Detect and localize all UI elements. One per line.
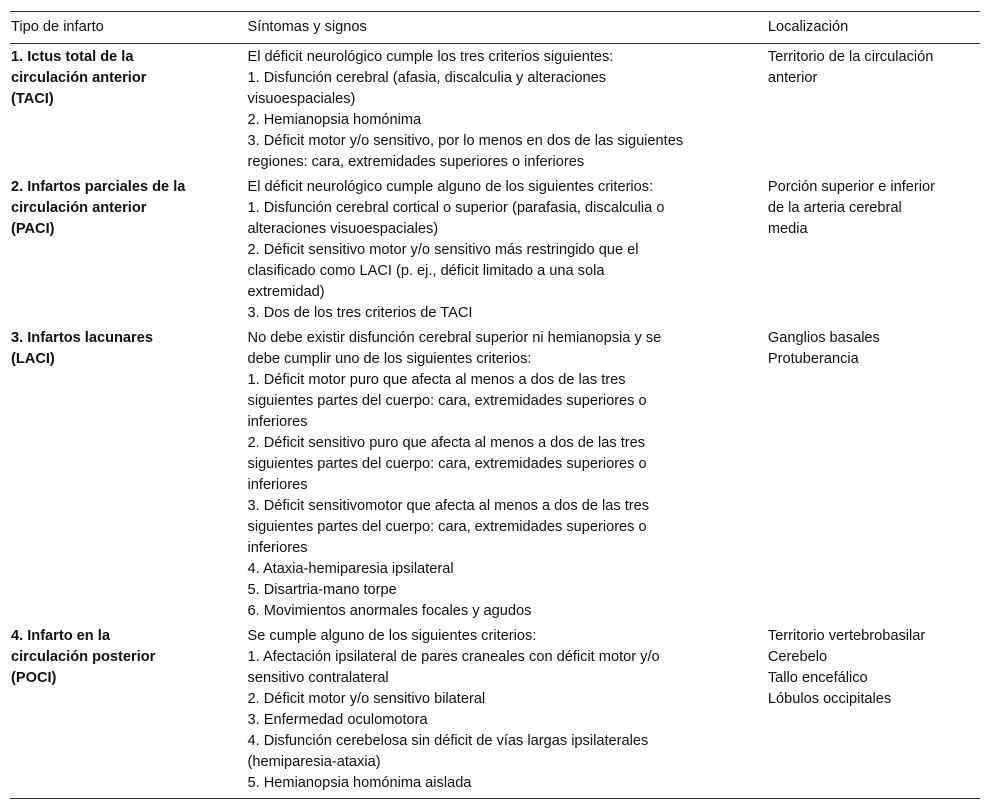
cell-sintomas-line: El déficit neurológico cumple alguno de los siguientes criterios: [247,179,654,195]
cell-sintomas [238,44,758,175]
cell-sintomas-line: (hemiparesia-ataxia) [247,754,381,770]
cell-sintomas-line: inferiores [247,540,308,556]
cell-sintomas-line: 3. Déficit motor y/o sensitivo, por lo menos en dos de las siguientes [247,133,684,149]
cell-sintomas-line: siguientes partes del cuerpo: cara, extremidades superiores o [247,519,647,535]
table-body [10,44,980,799]
cell-sintomas-line: visuoespaciales) [247,91,356,107]
cell-sintomas-line: 5. Disartria-mano torpe [247,582,397,598]
cell-sintomas-line: siguientes partes del cuerpo: cara, extremidades superiores o [247,393,647,409]
cell-sintomas-line: 6. Movimientos anormales focales y agudos [247,603,532,619]
cell-tipo [10,44,238,175]
cell-sintomas [238,174,758,325]
cell-sintomas-line: 1. Disfunción cerebral cortical o superior (parafasia, discalculia o [247,200,665,216]
cell-sintomas-line: 1. Disfunción cerebral (afasia, discalculia y alteraciones [247,70,607,86]
cell-localizacion-line: Territorio vertebrobasilar [767,628,926,644]
cell-tipo-line: (TACI) [11,91,54,107]
cell-localizacion-line: Porción superior e inferior [767,179,935,195]
cell-tipo-line: (PACI) [11,221,55,237]
cell-localizacion-line: Protuberancia [767,351,859,367]
cell-tipo-line: 2. Infartos parciales de la [11,179,186,195]
cell-localizacion [758,44,980,175]
cell-localizacion [758,325,980,623]
table-row [10,623,980,799]
cell-localizacion-line: Lóbulos occipitales [767,691,892,707]
cell-tipo-line: circulación anterior [11,200,147,216]
cell-sintomas-line: clasificado como LACI (p. ej., déficit limitado a una sola [247,263,605,279]
cell-sintomas-line: 1. Déficit motor puro que afecta al menos a dos de las tres [247,372,626,388]
cell-localizacion-line: Territorio de la circulación [767,49,934,65]
cell-sintomas-line: extremidad) [247,284,325,300]
cell-localizacion-line: media [767,221,808,237]
cell-tipo-line: (LACI) [11,351,55,367]
header-localizacion: Localización [758,12,980,44]
cell-sintomas-line: 4. Disfunción cerebelosa sin déficit de vías largas ipsilaterales [247,733,649,749]
cell-tipo-line: 4. Infarto en la [11,628,110,644]
cell-sintomas-line: sensitivo contralateral [247,670,389,686]
cell-sintomas-line: 3. Enfermedad oculomotora [247,712,428,728]
header-sintomas-y-signos: Síntomas y signos [238,12,758,44]
cell-localizacion-line: Tallo encefálico [767,670,868,686]
cell-sintomas-line: 2. Hemianopsia homónima [247,112,422,128]
cell-sintomas [238,623,758,799]
cell-tipo [10,325,238,623]
cell-sintomas-line: 2. Déficit sensitivo puro que afecta al menos a dos de las tres [247,435,646,451]
table-row [10,174,980,325]
cell-sintomas [238,325,758,623]
cell-sintomas-line: debe cumplir uno de los siguientes criterios: [247,351,532,367]
cell-localizacion-line: de la arteria cerebral [767,200,902,216]
cell-sintomas-line: 4. Ataxia-hemiparesia ipsilateral [247,561,454,577]
cell-sintomas-line: 5. Hemianopsia homónima aislada [247,775,472,791]
table-row [10,325,980,623]
cell-tipo-line: (POCI) [11,670,57,686]
cell-sintomas-line: siguientes partes del cuerpo: cara, extremidades superiores o [247,456,647,472]
cell-sintomas-line: 2. Déficit sensitivo motor y/o sensitivo más restringido que el [247,242,639,258]
cell-tipo [10,174,238,325]
cell-sintomas-line: Se cumple alguno de los siguientes criterios: [247,628,537,644]
cell-sintomas-line: regiones: cara, extremidades superiores o inferiores [247,154,585,170]
cell-sintomas-line: inferiores [247,477,308,493]
cell-tipo-line: circulación anterior [11,70,147,86]
cell-tipo-line: circulación posterior [11,649,156,665]
cell-sintomas-line: 3. Dos de los tres criterios de TACI [247,305,473,321]
cell-sintomas-line: No debe existir disfunción cerebral superior ni hemianopsia y se [247,330,662,346]
cell-sintomas-line: alteraciones visuoespaciales) [247,221,439,237]
cell-sintomas-line: 3. Déficit sensitivomotor que afecta al menos a dos de las tres [247,498,650,514]
infarct-classification-table [10,11,980,799]
cell-sintomas-line: inferiores [247,414,308,430]
cell-tipo [10,623,238,799]
cell-sintomas-line: El déficit neurológico cumple los tres criterios siguientes: [247,49,614,65]
cell-localizacion [758,623,980,799]
cell-localizacion-line: Ganglios basales [767,330,880,346]
cell-localizacion-line: Cerebelo [767,649,828,665]
cell-tipo-line: 1. Ictus total de la [11,49,134,65]
cell-sintomas-line: 2. Déficit motor y/o sensitivo bilateral [247,691,486,707]
table-header-row [10,12,980,44]
cell-sintomas-line: 1. Afectación ipsilateral de pares craneales con déficit motor y/o [247,649,660,665]
table-row [10,44,980,175]
cell-localizacion [758,174,980,325]
header-tipo-de-infarto: Tipo de infarto [10,12,238,44]
cell-localizacion-line: anterior [767,70,818,86]
cell-tipo-line: 3. Infartos lacunares [11,330,153,346]
